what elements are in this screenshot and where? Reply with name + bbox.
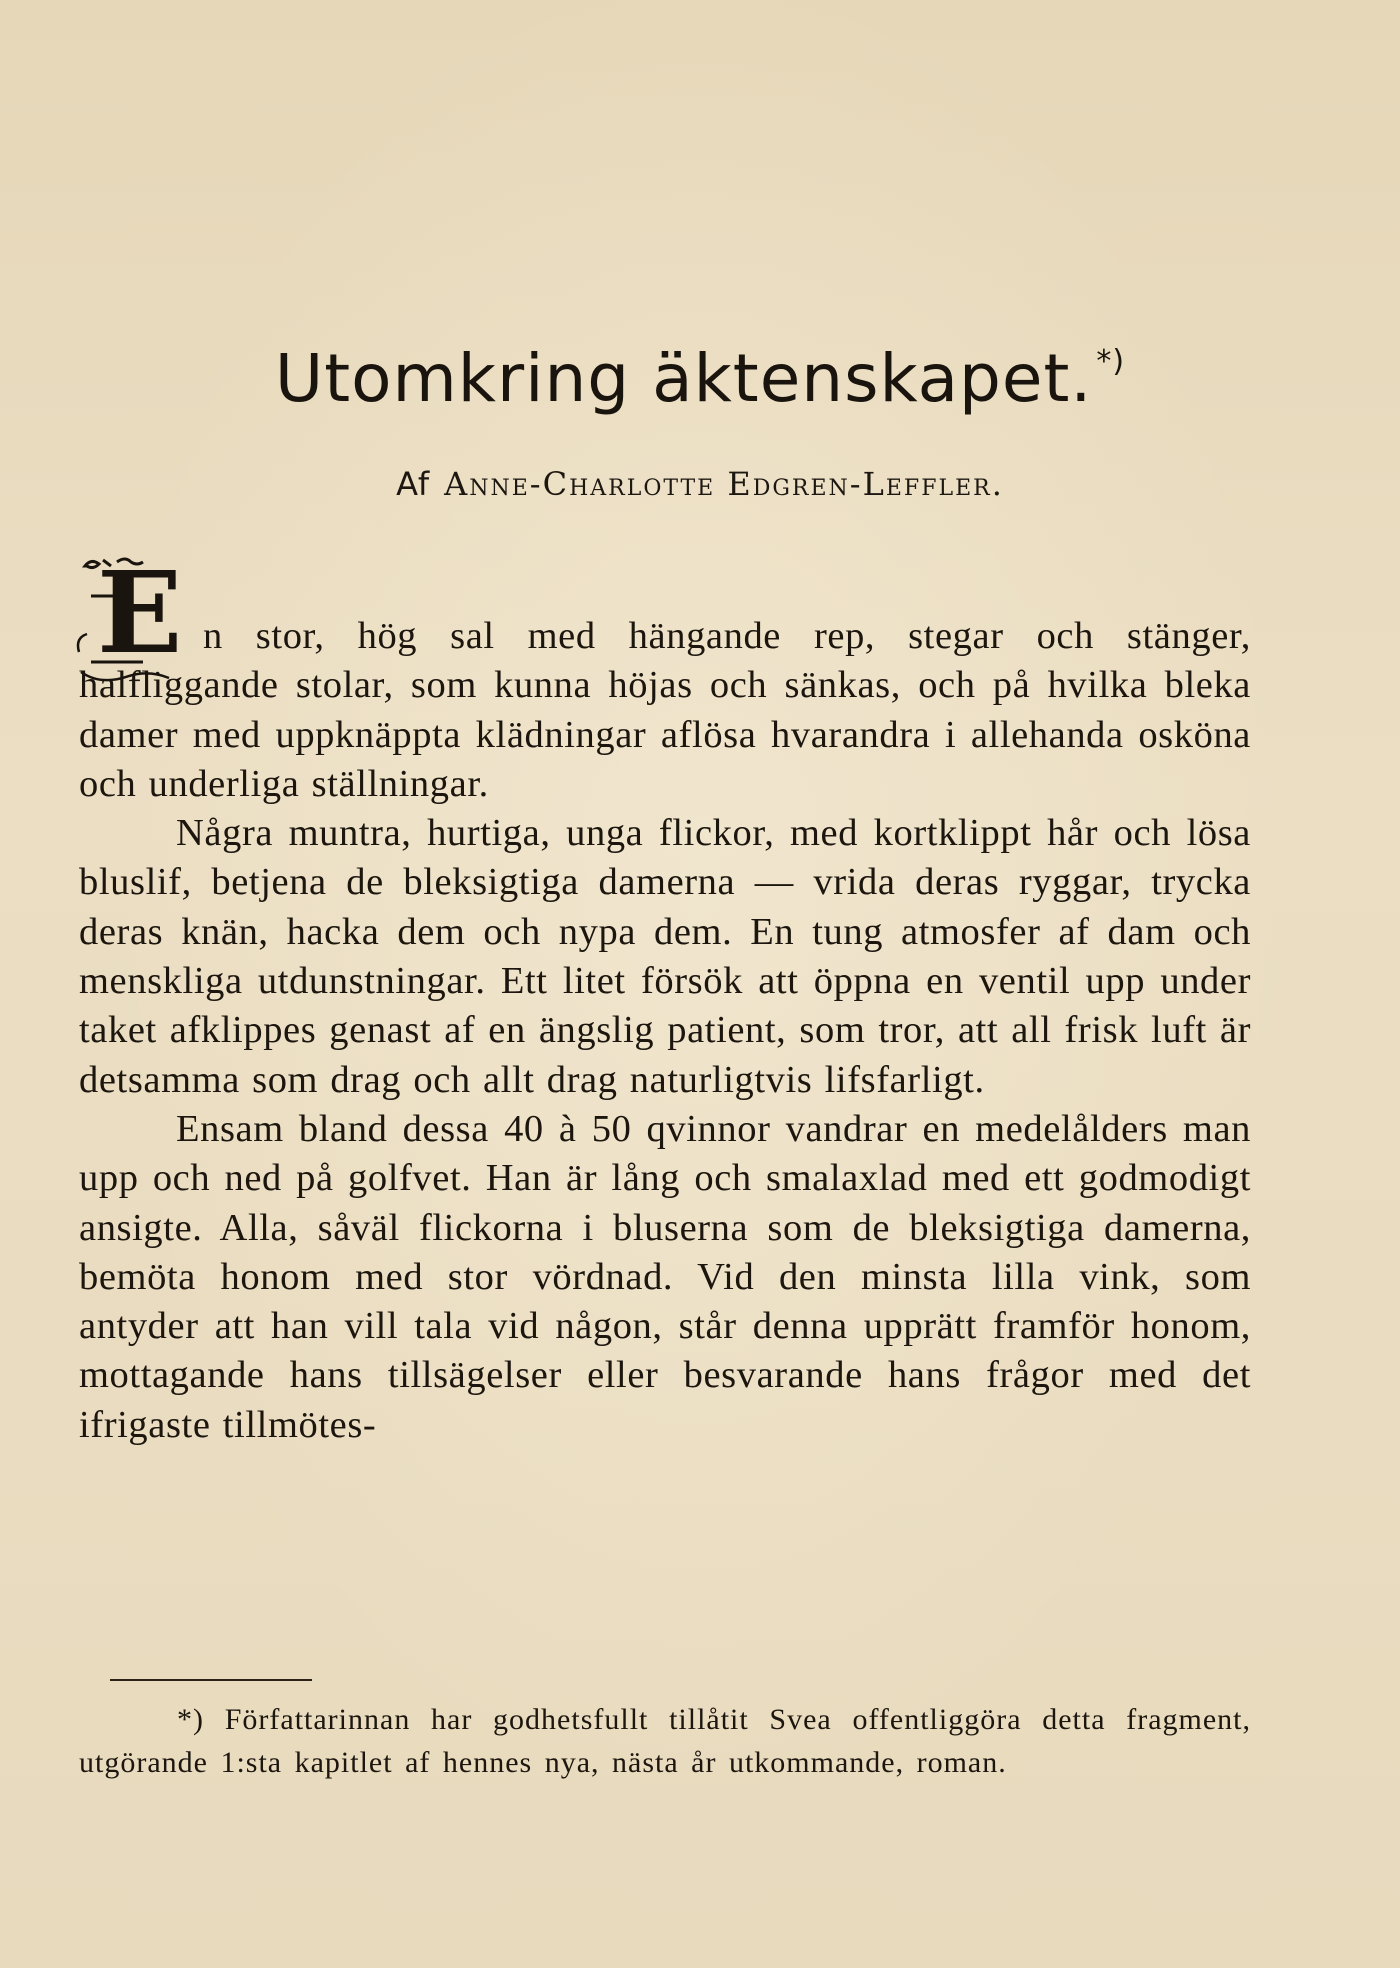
footnote bbox=[79, 1698, 1251, 1784]
footnote-divider bbox=[110, 1679, 312, 1681]
drop-cap bbox=[79, 548, 199, 679]
byline-prefix: Af bbox=[396, 465, 431, 503]
author-byline bbox=[0, 462, 1400, 506]
paragraph-1-text: n stor, hög sal med hängande rep, stegar och stänger, halfliggande stolar, som kunna höjas och sänkas, och på hvilka bleka damer med uppknäppta klädningar aflösa hvarandra i allehanda osköna och underliga ställningar. bbox=[79, 615, 1251, 805]
paragraph-2: Några muntra, hurtiga, unga flickor, med kortklippt hår och lösa bluslif, betjena de bleksigtiga damerna — vrida deras ryggar, trycka deras knän, hacka dem och nypa dem. En tung atmosfer af dam och menskliga utdunstningar. Ett litet försök att öppna en ventil upp under taket afklippes genast af en ängslig patient, som tror, att all frisk luft är detsamma som drag och allt drag naturligtvis lifsfarligt. bbox=[79, 812, 1251, 1101]
drop-cap-letter: E bbox=[97, 548, 183, 679]
footnote-mark: *) bbox=[177, 1703, 204, 1736]
body-text bbox=[79, 548, 1251, 1450]
paragraph-1 bbox=[79, 548, 1251, 809]
chapter-title bbox=[0, 322, 1400, 419]
title-footnote-reference: *) bbox=[1096, 344, 1126, 379]
chapter-title-text: Utomkring äktenskapet. bbox=[274, 340, 1093, 417]
author-name: Anne-Charlotte Edgren-Leffler. bbox=[444, 465, 1004, 503]
paragraph-3: Ensam bland dessa 40 à 50 qvinnor vandrar en medelålders man upp och ned på golfvet. Han är lång och smalaxlad med ett godmodigt ansigte. Alla, såväl flickorna i bluserna som de bleksigtiga damerna, bemöta honom med stor vördnad. Vid den minsta lilla vink, som antyder att han vill tala vid någon, står denna upprätt framför honom, mottagande hans tillsägelser eller besvarande hans frågor med det ifrigaste tillmötes- bbox=[79, 1107, 1251, 1446]
footnote-text: Författarinnan har godhetsfullt tillåtit Svea offentliggöra detta fragment, utgörande 1:sta kapitlet af hennes nya, nästa år utkommande, roman. bbox=[79, 1703, 1252, 1779]
